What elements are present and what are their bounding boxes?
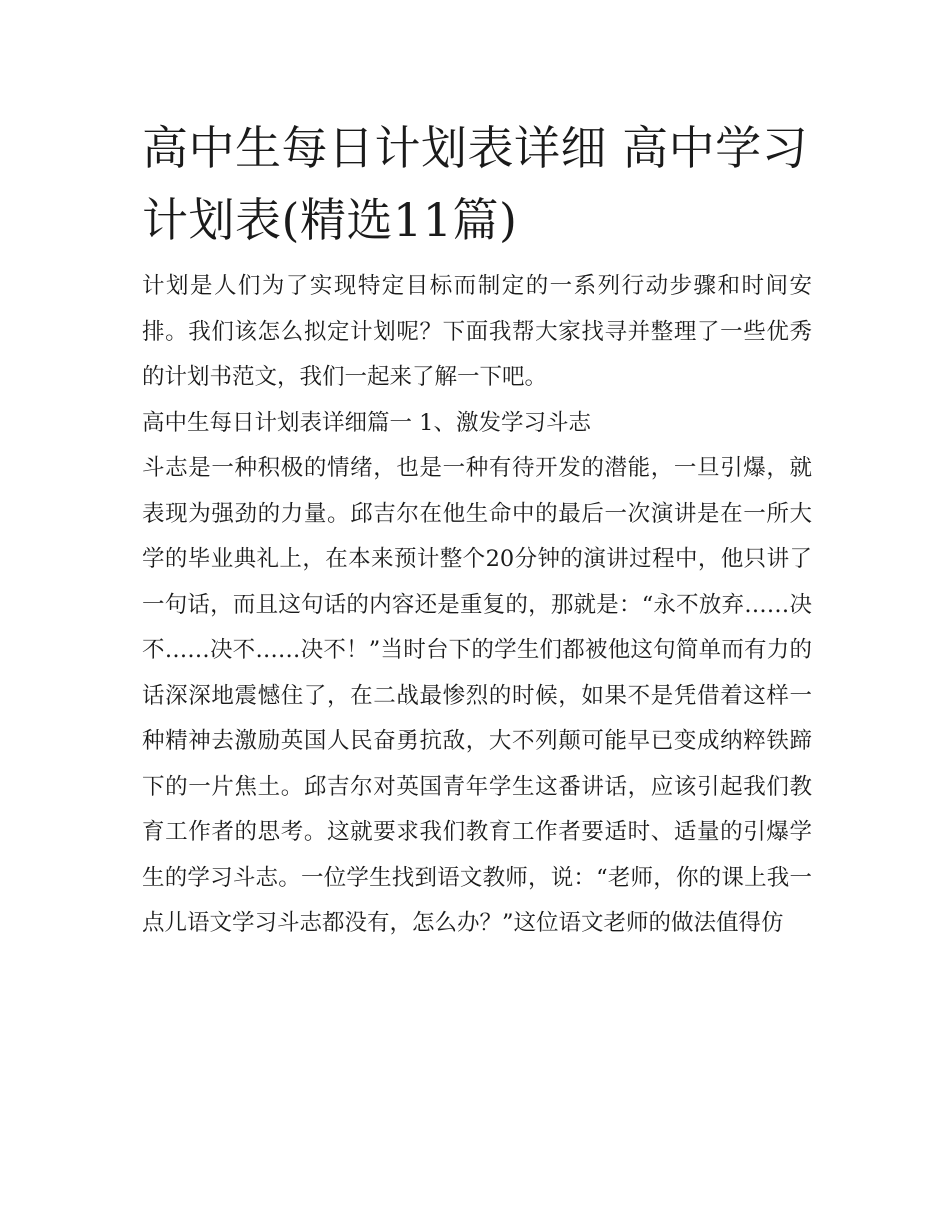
intro-paragraph: 计划是人们为了实现特定目标而制定的一系列行动步骤和时间安排。我们该怎么拟定计划呢？下面我帮大家找寻并整理了一些优秀的计划书范文，我们一起来了解一下吧。 <box>142 273 812 390</box>
section-heading: 高中生每日计划表详细篇一 1、激发学习斗志 <box>142 409 591 436</box>
document-title: 高中生每日计划表详细 高中学习计划表(精选11篇) <box>142 121 809 247</box>
document-page <box>142 112 812 947</box>
body-paragraph: 斗志是一种积极的情绪，也是一种有待开发的潜能，一旦引爆，就表现为强劲的力量。邱吉尔在他生命中的最后一次演讲是在一所大学的毕业典礼上，在本来预计整个20分钟的演讲过程中，他只讲了一句话，而且这句话的内容还是重复的，那就是：“永不放弃……决不……决不……决不！”当时台下的学生们都被他这句简单而有力的话深深地震憾住了，在二战最惨烈的时候，如果不是凭借着这样一种精神去激励英国人民奋勇抗敌，大不列颠可能早已变成纳粹铁蹄下的一片焦土。邱吉尔对英国青年学生这番讲话，应该引起我们教育工作者的思考。这就要求我们教育工作者要适时、适量的引爆学生的学习斗志。一位学生找到语文教师，说：“老师，你的课上我一点儿语文学习斗志都没有，怎么办？”这位语文老师的做法值得仿 <box>142 455 812 936</box>
